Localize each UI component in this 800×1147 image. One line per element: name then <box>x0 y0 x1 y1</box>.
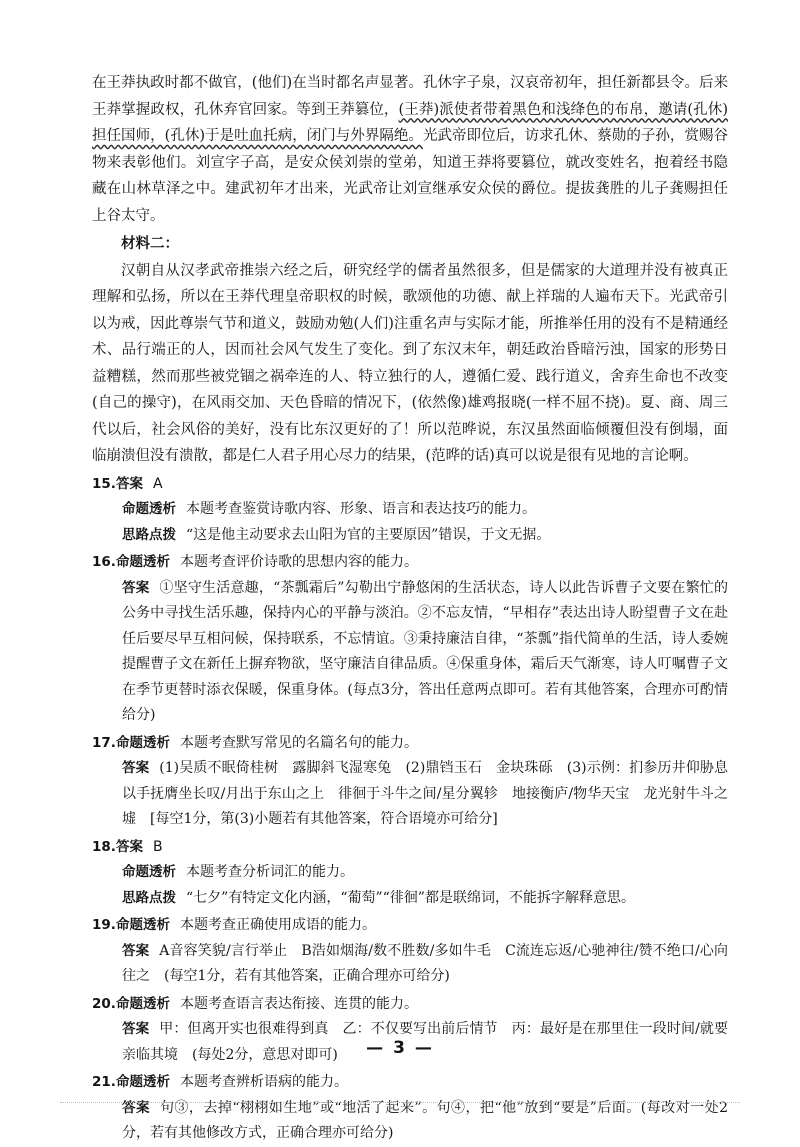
answer-text: 甲：但离开实也很难得到真 乙：不仅要写出前后情节 丙：最好是在那里住一段时间/就要亲临其境 (每处2分，意思对即可) <box>122 1021 729 1063</box>
analysis-label: 命题透析 <box>116 917 170 933</box>
footer-divider <box>60 1102 740 1103</box>
answer-label: 答案 <box>116 838 143 855</box>
analysis-text: 本题考查正确使用成语的能力。 <box>180 917 376 933</box>
question-18 <box>92 835 728 912</box>
material1-underlined-text: (王莽)派使者带着黑色和浅绛色的布帛，邀请(孔休)担任国师，(孔休)于是吐血托病，闭门与外界隔绝。 <box>92 101 728 144</box>
material1-paragraph <box>92 70 728 229</box>
page-number: — 3 — <box>366 1038 434 1058</box>
answer-label: 答案 <box>122 942 150 959</box>
analysis-label: 命题透析 <box>116 734 170 751</box>
answer-text: ①坚守生活意趣，“茶瓢霜后”勾勒出宁静悠闲的生活状态，诗人以此告诉曹子文要在繁忙的公务中寻找生活乐趣，保持内心的平静与淡泊。②不忘友情，“早相存”表达出诗人盼望曹子文在赴任后要尽早互相问候，保持联系，不忘情谊。③秉持廉洁自律，“茶瓢”指代简单的生活，诗人委婉提醒曹子文在新任上摒弃物欲，坚守廉洁自律品质。④保重身体，霜后天气渐寒，诗人叮嘱曹子文在季节更替时添衣保暖，保重身体。(每点3分，答出任意两点即可。若有其他答案，合理亦可酌情给分) <box>122 579 729 723</box>
material1-text-2: 光武帝即位后，访求孔休、蔡勋的子孙，赏赐谷物来表彰他们。刘宣字子高，是安众侯刘崇的堂弟，知道王莽将要篡位，就改变姓名，抱着经书隐藏在山林草泽之中。建武初年才出来，光武帝让刘宣继承安众侯的爵位。提拔龚胜的儿子龚赐担任上谷太守。 <box>92 128 729 224</box>
material2-paragraph: 汉朝自从汉孝武帝推崇六经之后，研究经学的儒者虽然很多，但是儒家的大道理并没有被真正理解和弘扬，所以在王莽代理皇帝职权的时候，歌颂他的功德、献上祥瑞的人遍布天下。光武帝引以为戒，因此尊崇气节和道义，鼓励劝勉(人们)注重名声与实际才能，所推举任用的没有不是精通经术、品行端正的人，因而社会风气发生了变化。到了东汉末年，朝廷政治昏暗污浊，国家的形势日益糟糕，然而那些被党锢之祸牵连的人、特立独行的人，遵循仁爱、践行道义，舍弃生命也不改变(自己的操守)，在风雨交加、天色昏暗的情况下，(依然像)雄鸡报晓(一样不屈不挠)。夏、商、周三代以后，社会风俗的美好，没有比东汉更好的了！所以范晔说，东汉虽然面临倾覆但没有倒塌，面临崩溃但没有溃散，都是仁人君子用心尽力的结果，(范晔的话)真可以说是很有见地的言论啊。 <box>92 262 728 464</box>
analysis-text: 本题考查默写常见的名篇名句的能力。 <box>180 734 418 751</box>
answer-label: 答案 <box>116 475 143 492</box>
question-number: 21. <box>92 1074 116 1090</box>
answer-text: A <box>153 475 163 492</box>
question-15 <box>92 472 728 549</box>
answer-label: 答案 <box>122 1099 150 1116</box>
question-16 <box>92 550 728 729</box>
analysis-label: 命题透析 <box>116 1074 170 1090</box>
question-number: 19. <box>92 917 116 933</box>
tip-label: 思路点拨 <box>122 526 176 543</box>
analysis-text: 本题考查语言表达衔接、连贯的能力。 <box>180 995 418 1012</box>
answer-label: 答案 <box>122 760 150 776</box>
analysis-text: 本题考查辨析语病的能力。 <box>180 1074 348 1090</box>
analysis-label: 命题透析 <box>116 995 170 1012</box>
page-content <box>92 70 742 1147</box>
tip-label: 思路点拨 <box>122 889 176 906</box>
material2-title: 材料二： <box>121 235 179 252</box>
analysis-text: 本题考查分析词汇的能力。 <box>186 864 354 880</box>
analysis-label: 命题透析 <box>122 864 176 880</box>
question-number: 17. <box>92 734 116 751</box>
analysis-text: 本题考查评价诗歌的思想内容的能力。 <box>180 554 418 570</box>
question-number: 15. <box>92 475 116 492</box>
analysis-label: 命题透析 <box>116 554 170 570</box>
answer-text: (1)吴质不眠倚桂树 露脚斜飞湿寒兔 (2)鼎铛玉石 金块珠砾 (3)示例：扪参历井仰胁息 以手抚膺坐长叹/月出于东山之上 徘徊于斗牛之间/星分翼轸 地接衡庐/物华天宝 龙光射牛斗之墟 [每空1分，第(3)小题若有其他答案，符合语境亦可给分] <box>122 760 742 827</box>
question-21 <box>92 1070 728 1147</box>
question-number: 20. <box>92 995 116 1012</box>
question-19 <box>92 913 728 990</box>
material1-text-1: 在王莽执政时都不做官，(他们)在当时都名声显著。孔休字子泉，汉哀帝初年，担任新都县令。后来王莽掌握政权，孔休弃官回家。等到王莽篡位， <box>92 75 728 118</box>
answer-text: B <box>153 838 163 855</box>
analysis-text: 本题考查鉴赏诗歌内容、形象、语言和表达技巧的能力。 <box>186 501 536 517</box>
question-number: 16. <box>92 554 116 570</box>
tip-text: “七夕”有特定文化内涵，“葡萄”“徘徊”都是联绵词，不能拆字解释意思。 <box>186 889 635 906</box>
analysis-label: 命题透析 <box>122 501 176 517</box>
answer-label: 答案 <box>122 1021 150 1037</box>
question-number: 18. <box>92 838 116 855</box>
answer-label: 答案 <box>122 579 150 596</box>
question-17 <box>92 731 742 833</box>
answer-text: 句③，去掉“栩栩如生地”或“地活了起来”。句④，把“他”放到“要是”后面。(每改对一处2分，若有其他修改方式，正确合理亦可给分) <box>122 1099 729 1141</box>
tip-text: “这是他主动要求去山阳为官的主要原因”错误，于文无据。 <box>186 526 551 543</box>
answer-text: A音容笑貌/言行举止 B浩如烟海/数不胜数/多如牛毛 C流连忘返/心驰神往/赞不绝口/心向往之 (每空1分，若有其他答案，正确合理亦可给分) <box>122 942 728 984</box>
